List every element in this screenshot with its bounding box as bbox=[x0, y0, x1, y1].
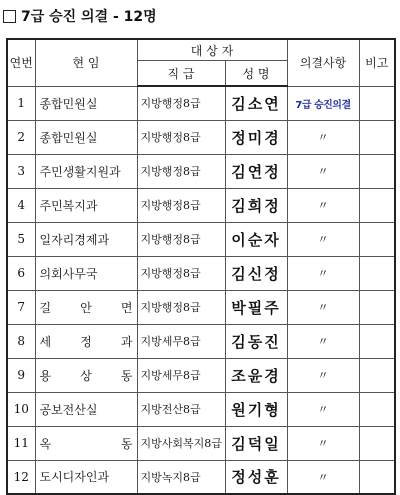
row-decision: 〃 bbox=[287, 426, 359, 460]
row-decision: 〃 bbox=[287, 324, 359, 358]
row-remark bbox=[359, 120, 395, 154]
row-department: 용 상 동 bbox=[35, 358, 137, 392]
row-name: 정미경 bbox=[225, 120, 287, 154]
row-remark bbox=[359, 358, 395, 392]
table-row bbox=[7, 358, 395, 392]
header-remark: 비고 bbox=[359, 39, 395, 86]
row-name: 원기형 bbox=[225, 392, 287, 426]
row-grade: 지방전산8급 bbox=[137, 392, 225, 426]
document-title bbox=[3, 4, 157, 28]
row-remark bbox=[359, 426, 395, 460]
header-decision: 의결사항 bbox=[287, 39, 359, 86]
row-grade: 지방행정8급 bbox=[137, 120, 225, 154]
row-name: 김덕일 bbox=[225, 426, 287, 460]
row-name: 김희정 bbox=[225, 188, 287, 222]
table-row bbox=[7, 460, 395, 494]
row-number: 12 bbox=[7, 460, 35, 494]
row-remark bbox=[359, 392, 395, 426]
row-remark bbox=[359, 188, 395, 222]
row-grade: 지방행정8급 bbox=[137, 290, 225, 324]
table-row bbox=[7, 154, 395, 188]
row-department: 의회사무국 bbox=[35, 256, 137, 290]
row-remark bbox=[359, 256, 395, 290]
row-grade: 지방사회복지8급 bbox=[137, 426, 225, 460]
row-name: 김소연 bbox=[225, 86, 287, 120]
row-department: 일자리경제과 bbox=[35, 222, 137, 256]
row-grade: 지방행정8급 bbox=[137, 86, 225, 120]
table-row bbox=[7, 86, 395, 120]
header-dept: 현 임 bbox=[35, 39, 137, 86]
row-grade: 지방행정8급 bbox=[137, 222, 225, 256]
row-name: 김동진 bbox=[225, 324, 287, 358]
header-target: 대 상 자 bbox=[137, 39, 287, 61]
row-number: 8 bbox=[7, 324, 35, 358]
row-remark bbox=[359, 222, 395, 256]
row-department: 세 정 과 bbox=[35, 324, 137, 358]
row-department: 공보전산실 bbox=[35, 392, 137, 426]
row-number: 3 bbox=[7, 154, 35, 188]
row-decision: 〃 bbox=[287, 290, 359, 324]
row-department: 옥 동 bbox=[35, 426, 137, 460]
row-name: 이순자 bbox=[225, 222, 287, 256]
row-remark bbox=[359, 86, 395, 120]
row-remark bbox=[359, 460, 395, 494]
table-row bbox=[7, 222, 395, 256]
row-department: 주민복지과 bbox=[35, 188, 137, 222]
table-row bbox=[7, 256, 395, 290]
row-grade: 지방행정8급 bbox=[137, 188, 225, 222]
row-grade: 지방행정8급 bbox=[137, 256, 225, 290]
header-no: 연번 bbox=[7, 39, 35, 86]
row-name: 정성훈 bbox=[225, 460, 287, 494]
decision-text: 7급 승진의결 bbox=[295, 99, 351, 111]
row-grade: 지방녹지8급 bbox=[137, 460, 225, 494]
row-remark bbox=[359, 290, 395, 324]
row-department: 주민생활지원과 bbox=[35, 154, 137, 188]
table-row bbox=[7, 426, 395, 460]
header-grade: 직 급 bbox=[137, 61, 225, 87]
table-row bbox=[7, 324, 395, 358]
table-row bbox=[7, 392, 395, 426]
row-name: 조윤경 bbox=[225, 358, 287, 392]
promotion-table bbox=[6, 38, 396, 495]
row-number: 9 bbox=[7, 358, 35, 392]
row-number: 4 bbox=[7, 188, 35, 222]
row-department: 길 안 면 bbox=[35, 290, 137, 324]
row-name: 김연정 bbox=[225, 154, 287, 188]
row-department: 종합민원실 bbox=[35, 120, 137, 154]
title-text: 7급 승진 의결 - 12명 bbox=[21, 9, 157, 25]
row-department: 종합민원실 bbox=[35, 86, 137, 120]
row-decision: 〃 bbox=[287, 120, 359, 154]
row-department: 도시디자인과 bbox=[35, 460, 137, 494]
row-number: 2 bbox=[7, 120, 35, 154]
row-number: 7 bbox=[7, 290, 35, 324]
row-name: 김신정 bbox=[225, 256, 287, 290]
row-number: 10 bbox=[7, 392, 35, 426]
row-decision: 〃 bbox=[287, 188, 359, 222]
row-number: 1 bbox=[7, 86, 35, 120]
header-name: 성 명 bbox=[225, 61, 287, 87]
row-decision bbox=[287, 86, 359, 120]
row-number: 6 bbox=[7, 256, 35, 290]
row-grade: 지방세무8급 bbox=[137, 358, 225, 392]
row-grade: 지방행정8급 bbox=[137, 154, 225, 188]
row-decision: 〃 bbox=[287, 358, 359, 392]
row-remark bbox=[359, 154, 395, 188]
row-decision: 〃 bbox=[287, 222, 359, 256]
row-decision: 〃 bbox=[287, 256, 359, 290]
row-grade: 지방세무8급 bbox=[137, 324, 225, 358]
table-row bbox=[7, 120, 395, 154]
row-decision: 〃 bbox=[287, 392, 359, 426]
row-decision: 〃 bbox=[287, 154, 359, 188]
row-number: 5 bbox=[7, 222, 35, 256]
row-name: 박필주 bbox=[225, 290, 287, 324]
table-row bbox=[7, 290, 395, 324]
checkbox-square-icon bbox=[3, 10, 16, 23]
row-remark bbox=[359, 324, 395, 358]
row-decision: 〃 bbox=[287, 460, 359, 494]
row-number: 11 bbox=[7, 426, 35, 460]
table-row bbox=[7, 188, 395, 222]
